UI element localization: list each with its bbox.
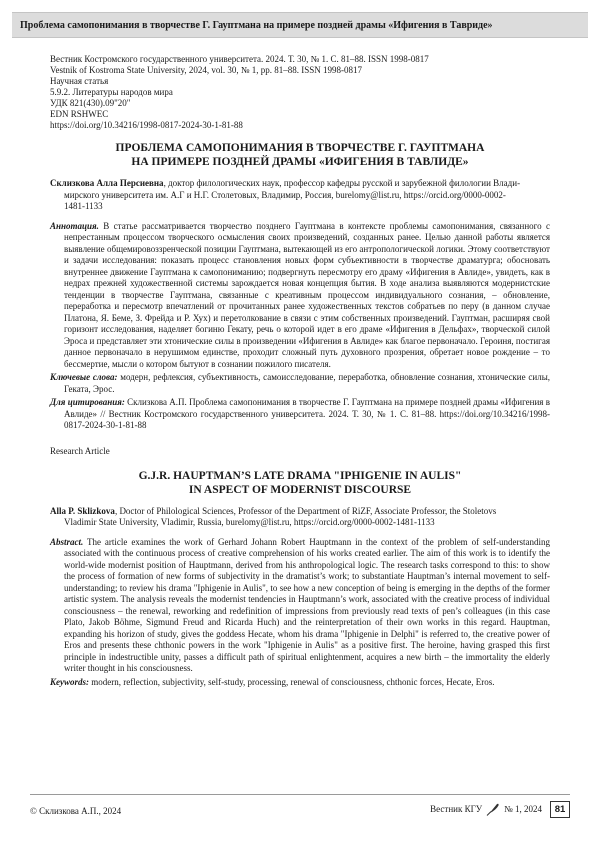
meta-line-edn: EDN RSHWEC <box>50 109 109 119</box>
author-info-ru <box>50 178 550 213</box>
citation-ru-text: Склизкова А.П. Проблема самопонимания в творчестве Г. Гауптмана на примере поздней драмы «Ифигения в Авлиде» // Вестник Костромского государственного университета. 2024. Т. 30, № 1. С. 81–88. https://doi.org/10.34216/1998-0817-2024-30-1-81-88 <box>64 397 550 430</box>
footer-journal-info <box>430 800 570 818</box>
citation-ru-label: Для цитирования: <box>50 397 125 407</box>
article-title-ru <box>50 141 550 169</box>
title-en-line: G.J.R. HAUPTMAN’S LATE DRAMA "IPHIGENIE IN AULIS" <box>138 469 462 482</box>
feather-quill-icon <box>486 802 500 816</box>
abstract-en-text: The article examines the work of Gerhard Johann Robert Hauptmann in the context of the problem of self-understanding associated with the continuous process of creative comprehension of his works created earlier. The aim of this work is to identify the world-wide modernist position of Hauptmann, derived from his anthropological logic. The research tasks correspond to this: to show the process of formation of new forms of subjectivity in the dramatist’s work; to substantiate Hauptman’s internal movement to self-understanding; to review his drama "Iphigenie in Aulis", to see how a new conception of being is emerging in the depths of the former artistic system. The analysis reveals the modernist tendencies in Hauptmann’s work, associated with the creative process of individual consciousness – the renewal, reworking and redefinition of impressions from previously read texts of pen’s colleagues (in this case Plato, Jakob Böhme, Sigmund Freud and Ricarda Huch) and the reinterpretation of their own works in this regard. Hauptman, expanding his horizon of study, gives the goddess Hecate, whom his drama "Iphigenie in Delphi" is referred to, the creative power of Eros and presents these chthonic powers in the work "Iphigenie in Aulis" as a positive first. The heroine, having grasped this first principle in indestructible unity, passes a difficult path of spiritual enlightenment, acquires a new birth – the immortality the elderly writer thought in his consciousness. <box>64 536 550 673</box>
footer-journal-name: Вестник КГУ <box>430 804 483 814</box>
meta-line-journal-ru: Вестник Костромского государственного университета. 2024. Т. 30, № 1. С. 81–88. ISSN 1998-0817 <box>50 54 429 64</box>
author-orcid-ru: 1481-1133 <box>64 201 103 211</box>
meta-line-doi[interactable]: https://doi.org/10.34216/1998-0817-2024-30-1-81-88 <box>50 120 243 130</box>
article-title-en <box>50 469 550 497</box>
keywords-en <box>50 677 550 689</box>
article-type-en: Research Article <box>50 445 110 456</box>
page-number: 81 <box>550 801 570 818</box>
author-info-en <box>50 506 550 529</box>
author-affiliation-en: , Doctor of Philological Sciences, Professor of the Department of RiZF, Associate Professor, the Stoletovs <box>114 505 497 516</box>
abstract-ru-text: В статье рассматривается творчество позднего Гауптмана в контексте проблемы самопонимания, связанного с непрестанным процессом творческого осмысления своих произведений, созданных ранее. Целью данной работы является выявление общемировоззренческой позиции Гауптмана, вытекающей из его антропологической логики. Этому соответствуют и задачи исследования: показать процесс становления новых форм субъективности в творчестве драматурга; обосновать внутреннее движение Гауптмана к самопониманию; подвергнуть пересмотру его драму «Ифигения в Авлиде», увидеть, как в недрах прежней художественной системы зарождается новая концепция бытия. В ходе анализа выявляются модернистские тенденции в творчестве Гауптмана, связанные с креативным процессом индивидуального сознания, – обновление, переработка и пересмотр впечатлений от прочитанных ранее художественных текстов собратьев по перу (в данном случае Платона, Я. Беме, З. Фрейда и Р. Хух) и перетолкование в связи с этим собственных произведений. Гауптман, расширяя свой горизонт исследования, наделяет богиню Гекату, речь о которой идет в его драме «Ифигения в Дельфах», творческой силой Эроса и представляет эти хтонические силы в произведении «Ифигения в Авлиде» как благое первоначало. Героиня, постигая данное первоначало в нерушимом единстве, проходит сложный путь духовного прозрения, обретает новое рождение – то бессмертие, мысли о котором бытуют в сознании пожилого писателя. <box>64 220 550 369</box>
author-name-en: Alla P. Sklizkova <box>50 505 115 516</box>
abstract-ru-label: Аннотация. <box>50 220 99 231</box>
keywords-ru-text: модерн, рефлексия, субъективность, самоисследование, переработка, обновление сознания, хтонические силы, Геката, Эрос. <box>64 372 550 394</box>
running-header: Проблема самопонимания в творчестве Г. Гауптмана на примере поздней драмы «Ифигения в Тавриде» <box>12 12 588 38</box>
keywords-en-text: modern, reflection, subjectivity, self-study, processing, renewal of consciousness, chthonic forces, Hecate, Eros. <box>89 676 495 687</box>
footer-issue: № 1, 2024 <box>504 804 542 814</box>
author-orcid-en: Vladimir State University, Vladimir, Russia, burelomy@list.ru, https://orcid.org/0000-0002-1481-1133 <box>64 517 435 527</box>
footer-divider <box>30 794 570 795</box>
footer-copyright: © Склизкова А.П., 2024 <box>30 806 122 816</box>
meta-line-article-type: Научная статья <box>50 76 109 86</box>
keywords-en-label: Keywords: <box>50 676 89 687</box>
abstract-ru <box>50 221 550 371</box>
abstract-en <box>50 537 550 675</box>
keywords-ru <box>50 372 550 395</box>
article-content <box>50 54 550 688</box>
citation-ru <box>50 397 550 432</box>
keywords-ru-label: Ключевые слова: <box>50 372 118 382</box>
meta-line-udc: УДК 821(430).09"20" <box>50 98 131 108</box>
publication-meta <box>50 54 550 131</box>
author-name-ru: Склизкова Алла Персиевна <box>50 178 164 188</box>
title-en-line: IN ASPECT OF MODERNIST DISCOURSE <box>188 483 412 496</box>
author-affiliation-ru-cont: мирского университета им. А.Г и Н.Г. Столетовых, Владимир, Россия, burelomy@list.ru, https://orcid.org/0000-0002- <box>64 189 506 200</box>
meta-line-specialty: 5.9.2. Литературы народов мира <box>50 87 173 97</box>
abstract-en-label: Abstract. <box>50 536 84 547</box>
title-ru-line: НА ПРИМЕРЕ ПОЗДНЕЙ ДРАМЫ «ИФИГЕНИЯ В ТАВЛИДЕ» <box>131 156 469 168</box>
meta-line-journal-en: Vestnik of Kostroma State University, 2024, vol. 30, № 1, pp. 81–88. ISSN 1998-0817 <box>50 65 362 75</box>
author-affiliation-ru: , доктор филологических наук, профессор кафедры русской и зарубежной филологии Влади- <box>163 178 521 188</box>
title-ru-line: ПРОБЛЕМА САМОПОНИМАНИЯ В ТВОРЧЕСТВЕ Г. ГАУПТМАНА <box>115 142 485 154</box>
